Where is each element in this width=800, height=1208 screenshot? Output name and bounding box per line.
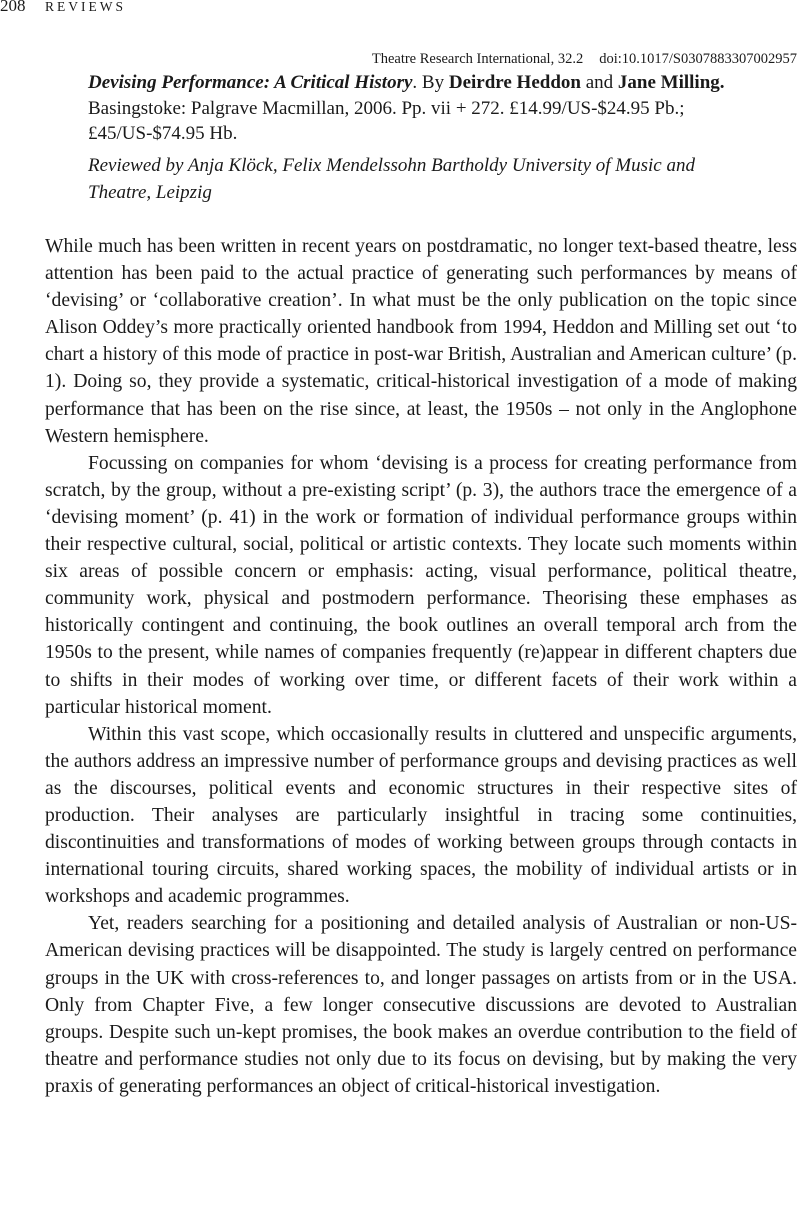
doi: doi:10.1017/S0307883307002957 [599,51,797,67]
paragraph-3: Within this vast scope, which occasionally results in cluttered and unspecific arguments, the authors address an impressive number of performance groups and devising practices as well as the discourses, political events and economic structures in their respective sites of production. Their analyses are particularly insightful in tracing some continuities, discontinuities and transformations of modes of working between groups through contacts in international touring circuits, shared working spaces, the mobility of individual artists or in workshops and academic programmes. [45,723,797,908]
paragraph-2: Focussing on companies for whom ‘devising is a process for creating performance from scratch, by the group, without a pre-existing script’ (p. 3), the authors trace the emergence of a ‘devising moment’ (p. 41) in the work or formation of individual performance groups within their respective cultural, social, political or artistic contexts. They locate such moments within six areas of possible concern or emphasis: acting, visual performance, political theatre, community work, physical and postmodern performance. Theorising these emphases as historically contingent and continuing, the book outlines an overall temporal arch from the 1950s to the present, while names of companies frequently (re)appear in different chapters due to shifts in their modes of working over time, or different facets of their work within a particular historical moment. [45,452,797,718]
publication-line-1: Basingstoke: Palgrave Macmillan, 2006. Pp. vii + 272. £14.99/US-$24.95 Pb.; [88,97,685,119]
section-title: REVIEWS [45,0,126,14]
publication-details [88,96,800,147]
review-body [45,233,797,1100]
author-end: . [719,72,725,93]
citation-title-line [88,70,800,96]
page-number: 208 [0,0,26,15]
and-label: and [580,72,618,93]
author-2: Jane Milling [617,72,720,93]
book-citation [88,70,800,206]
reviewer-credit [88,152,800,206]
paragraph-1: While much has been written in recent years on postdramatic, no longer text-based theatre, less attention has been paid to the actual practice of generating such performances by means of ‘devising’ or ‘collaborative creation’. In what must be the only publication on the topic since Alison Oddey’s more practically oriented handbook from 1994, Heddon and Milling set out ‘to chart a history of this mode of practice in post-war British, Australian and American culture’ (p. 1). Doing so, they provide a systematic, critical-historical investigation of a mode of making performance that has been on the rise since, at least, the 1950s – not only in the Anglophone Western hemisphere. [45,236,797,447]
book-title: Devising Performance: A Critical History [88,72,413,93]
reviewer-line-2: Theatre, Leipzig [88,181,212,203]
by-label: . By [412,72,449,93]
running-head [0,0,126,18]
reviewer-line-1: Reviewed by Anja Klöck, Felix Mendelssohn Bartholdy University of Music and [88,154,695,176]
paragraph-4: Yet, readers searching for a positioning and detailed analysis of Australian or non-US-American devising practices will be disappointed. The study is largely centred on performance groups in the UK with cross-references to, and longer passages on artists from or in the USA. Only from Chapter Five, a few longer consecutive discussions are devoted to Australian groups. Despite such un-kept promises, the book makes an overdue contribution to the field of theatre and performance studies not only due to its focus on devising, but by making the very praxis of generating performances an object of critical-historical investigation. [45,913,797,1097]
journal-line [372,49,797,69]
author-1: Deirdre Heddon [448,72,581,93]
journal-name: Theatre Research International, 32.2 [371,51,584,67]
publication-line-2: £45/US-$74.95 Hb. [88,123,238,144]
